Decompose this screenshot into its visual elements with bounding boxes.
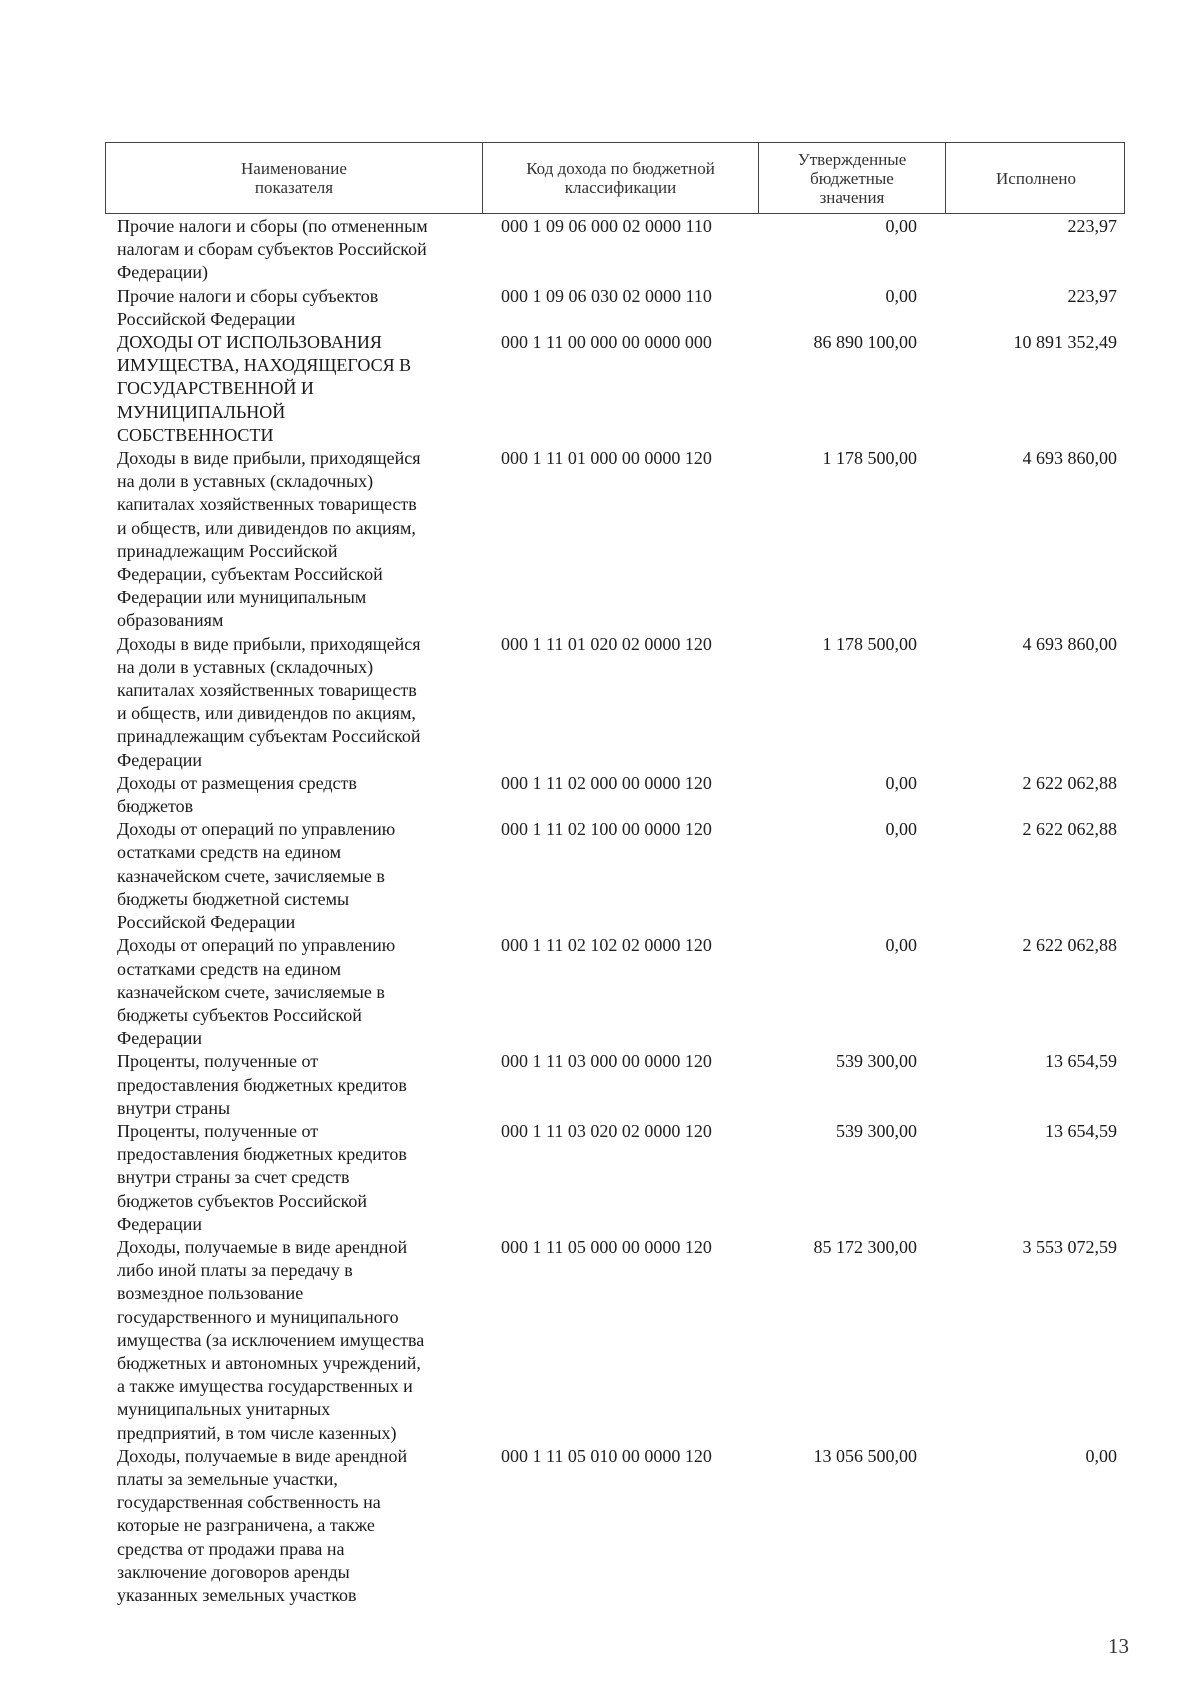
row-code: 000 1 11 02 000 00 0000 120 xyxy=(501,772,712,793)
page-number: 13 xyxy=(1108,1634,1129,1658)
table-row xyxy=(117,1236,1127,1445)
row-code: 000 1 11 00 000 00 0000 000 xyxy=(501,332,712,353)
table-row xyxy=(117,1050,1127,1120)
row-name: Доходы от размещения средств бюджетов xyxy=(117,772,357,817)
row-executed: 0,00 xyxy=(1085,1445,1117,1466)
row-executed: 13 654,59 xyxy=(1045,1120,1117,1141)
row-code: 000 1 11 02 100 00 0000 120 xyxy=(501,819,712,840)
row-name: Прочие налоги и сборы субъектов Российской Федерации xyxy=(117,285,379,329)
row-executed: 4 693 860,00 xyxy=(1022,448,1117,469)
row-name: Доходы от операций по управлению остатками средств на едином казначейском счете, зачисляемые в бюджеты бюджетной системы Российской Федерации xyxy=(117,819,396,933)
row-code: 000 1 09 06 030 02 0000 110 xyxy=(501,285,712,306)
table-row xyxy=(117,1120,1127,1236)
row-executed: 2 622 062,88 xyxy=(1022,819,1117,840)
row-approved: 85 172 300,00 xyxy=(813,1236,917,1257)
table-row xyxy=(117,772,1127,818)
row-executed: 223,97 xyxy=(1067,216,1117,236)
row-executed: 13 654,59 xyxy=(1045,1051,1117,1072)
table-header xyxy=(105,142,1125,214)
row-name: Доходы от операций по управлению остатками средств на едином казначейском счете, зачисляемые в бюджеты субъектов Российской Федерации xyxy=(117,935,396,1049)
row-name: ДОХОДЫ ОТ ИСПОЛЬЗОВАНИЯ ИМУЩЕСТВА, НАХОДЯЩЕГОСЯ В ГОСУДАРСТВЕННОЙ И МУНИЦИПАЛЬНОЙ СОБСТВЕННОСТИ xyxy=(117,332,412,445)
row-approved: 0,00 xyxy=(885,216,917,236)
table-row xyxy=(117,331,1127,447)
row-approved: 1 178 500,00 xyxy=(822,633,917,654)
row-code: 000 1 11 01 020 02 0000 120 xyxy=(501,633,712,654)
row-code: 000 1 11 05 010 00 0000 120 xyxy=(501,1445,712,1466)
table-body xyxy=(117,215,1127,1607)
row-approved: 13 056 500,00 xyxy=(813,1445,917,1466)
row-executed: 3 553 072,59 xyxy=(1022,1236,1117,1257)
row-executed: 2 622 062,88 xyxy=(1022,935,1117,956)
row-code: 000 1 11 02 102 02 0000 120 xyxy=(501,935,712,956)
row-approved: 539 300,00 xyxy=(836,1051,917,1072)
table-row xyxy=(117,934,1127,1050)
row-executed: 10 891 352,49 xyxy=(1013,332,1117,353)
row-approved: 86 890 100,00 xyxy=(813,332,917,353)
table-row xyxy=(117,215,1127,285)
row-name: Проценты, полученные от предоставления бюджетных кредитов внутри страны xyxy=(117,1051,407,1118)
table-row xyxy=(117,1445,1127,1607)
row-code: 000 1 11 03 020 02 0000 120 xyxy=(501,1120,712,1141)
row-name: Доходы, получаемые в виде арендной либо иной платы за передачу в возмездное пользование государственного и муниципального имущества (за исключением имущества бюджетных и автономных учреждений, а также имущества государственных и муниципальных унитарных предприятий, в том числе казенных) xyxy=(117,1236,425,1443)
row-code: 000 1 11 03 000 00 0000 120 xyxy=(501,1051,712,1072)
row-approved: 1 178 500,00 xyxy=(822,448,917,469)
table-row xyxy=(117,818,1127,934)
row-approved: 539 300,00 xyxy=(836,1120,917,1141)
row-code: 000 1 11 01 000 00 0000 120 xyxy=(501,448,712,469)
row-approved: 0,00 xyxy=(885,772,917,793)
table-row xyxy=(117,285,1127,331)
row-name: Доходы в виде прибыли, приходящейся на доли в уставных (складочных) капиталах хозяйственных товариществ и обществ, или дивидендов по акциям, принадлежащим Российской Федерации, субъектам Российской Федерации или муниципальным образованиям xyxy=(117,448,421,631)
row-executed: 4 693 860,00 xyxy=(1022,633,1117,654)
header-executed-column: Исполнено xyxy=(996,168,1076,188)
row-approved: 0,00 xyxy=(885,819,917,840)
row-executed: 223,97 xyxy=(1067,285,1117,306)
row-code: 000 1 09 06 000 02 0000 110 xyxy=(501,216,712,236)
header-name-column: Наименование показателя xyxy=(106,143,483,213)
table-row xyxy=(117,633,1127,772)
row-name: Доходы в виде прибыли, приходящейся на доли в уставных (складочных) капиталах хозяйственных товариществ и обществ, или дивидендов по акциям, принадлежащим субъектам Российской Федерации xyxy=(117,633,421,770)
row-approved: 0,00 xyxy=(885,935,917,956)
row-name: Прочие налоги и сборы (по отмененным налогам и сборам субъектов Российской Федерации) xyxy=(117,216,428,283)
header-approved-column: Утвержденные бюджетные значения xyxy=(759,143,946,213)
row-approved: 0,00 xyxy=(885,285,917,306)
header-code-column: Код дохода по бюджетной классификации xyxy=(483,143,759,213)
row-name: Проценты, полученные от предоставления бюджетных кредитов внутри страны за счет средств бюджетов субъектов Российской Федерации xyxy=(117,1120,407,1234)
row-name: Доходы, получаемые в виде арендной платы за земельные участки, государственная собственность на которые не разграничена, а также средства от продажи права на заключение договоров аренды указанных земельных участков xyxy=(117,1445,408,1605)
row-code: 000 1 11 05 000 00 0000 120 xyxy=(501,1236,712,1257)
row-executed: 2 622 062,88 xyxy=(1022,772,1117,793)
table-row xyxy=(117,447,1127,633)
